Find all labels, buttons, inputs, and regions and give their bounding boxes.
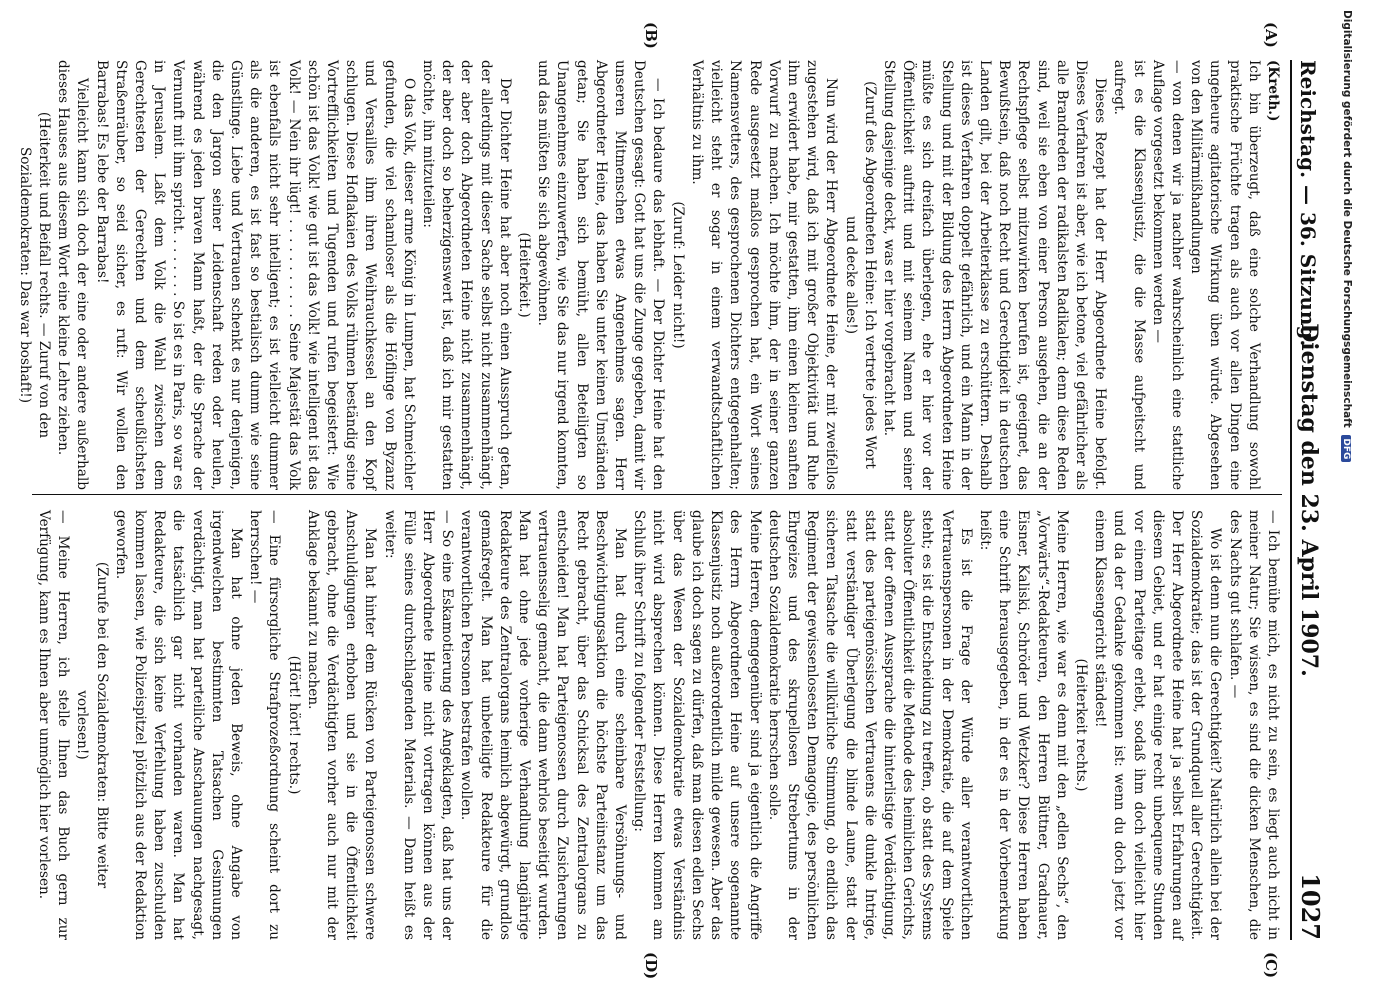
interjection: (Zurufe bei den Sozialdemokraten: Bitte weiter vorlesen!) [74,561,110,889]
paragraph: Wo ist denn nun die Gerechtigkeit? Natürlich allein bei der Sozialdemokratie; das ist der Grundquell aller Gerechtigkeit. Der Herr Abgeordnete Heine hat ja selbst Erfahrungen auf diesem Gebiet, und er hat einige recht unbequeme Stunden vor einem Parteitage erlebt, sodaß ihm doch vielleicht hier und da der Gedanke gekommen ist: wenn du doch jetzt vor einem Klassengericht ständest! [1092,510,1224,940]
paragraph: Man hat durch eine scheinbare Versöhnungs- und Beschwichtigungsaktion die höchste Parteiinstanz um das Recht gebracht, über das Schicksal des Zentralorgans zu entscheiden! Man hat Parteigenossen durch Zusicherungen vertrauensselig gemacht, die dann wehrlos beseitigt wurden. Man hat ohne jede vorherige Verhandlung langjährige Redakteure des Zentralorgans heimlich abgewürgt, grundlos gemaßregelt. Man hat unbeteiligte Redakteure für die verantwortlichen Personen bestrafen wollen. [458,510,629,940]
interjection: (Zuruf des Abgeordneten Heine: Ich vertrete jedes Wort und decke alles!) [842,81,878,469]
credit-text: Digitalisierung gefördert durch die Deutsche Forschungsgemeinschaft [1341,10,1353,428]
left-column [15,60,1282,490]
right-column [34,510,1282,940]
newspaper-page [16,0,1340,1000]
paragraph: — Ich bedaure das lebhaft. — Der Dichter Heine hat den Deutschen gesagt: Gott hat uns die Zunge gegeben, damit wir unseren Mitmenschen etwas Angenehmes sagen. Herr Abgeordneter Heine, das haben Sie unter keinen Umständen getan; Sie haben sich bemüht, allen Beteiligten so Unangenehmes einzuwerfen, wie Sie das nur irgend konnten, und das müßten Sie sich abgewöhnen. [535,60,667,490]
paragraph: Man hat ohne jeden Beweis, ohne Angabe von irgendwelchen bestimmten Tatsachen Gesinnungen verdächtigt, man hat parteiliche Anschauungen nachgesagt, die tatsächlich gar nicht vorhanden waren. Man hat Redakteure, die sich keine Verfehlung haben zuschulden kommen lassen, wie Polizeispitzel plötzlich aus der Redaktion geworfen. [112,510,245,940]
interjection: (Zuruf: Leider nicht!) [669,201,686,349]
paragraph: Dieses Rezept hat der Herr Abgeordnete Heine befolgt. Dieses Verfahren ist aber, wie ich betone, viel gefährlicher als alle Brandreden der radikalsten Radikalen; denn diese Reden sind, weil sie eben von einer Person ausgehen, die an der Rechtspflege selbst mitzuwirken berufen ist, geeignet, das Bewußtsein, daß noch Recht und Gerechtigkeit in deutschen Landen gilt, bei der Arbeiterklasse zu erschüttern. Deshalb ist dieses Verfahren doppelt gefährlich, und ein Mann in der Stellung und mit der Bildung des Herrn Abgeordneten Heine müßte es sich dreifach überlegen, ehe er hier vor der Öffentlichkeit auftritt und mit seinem Namen und seiner Stellung dasjenige deckt, was er hier vorgebracht hat. [880,60,1109,490]
margin-marker-d: (D) [642,952,660,980]
header-date: Dienstag den 23. April 1907. [1296,323,1322,677]
paragraph: — von denen wir ja nachher wahrscheinlich eine stattliche Auflage vorgesetzt bekommen werden — [1149,60,1185,490]
margin-marker-a: (A) [1262,22,1280,48]
margin-marker-b: (B) [642,22,660,49]
header-session: Reichstag. — 36. Sitzung. [1296,60,1320,347]
speaker-label: (Kreth.) [1265,60,1281,122]
paragraph: — Meine Herren, ich stelle Ihnen das Buch gern zur Verfügung, kann es Ihnen aber unmöglich hier vorlesen. [36,510,72,940]
page-number: 1027 [1296,873,1325,940]
paragraph: Meine Herren, wie war es denn mit den „edlen Sechs“, den „Vorwärts“-Redakteuren, den Herren Büttner, Gradnauer, Eisner, Kaliski, Schröder und Wetzker? Diese Herren haben eine Schrift herausgegeben, in der es in der Vorbemerkung heißt: [976,510,1070,940]
paragraph: Meine Herren, demgegenüber sind ja eigentlich die Angriffe des Herrn Abgeordneten Heine auf unsere sogenannte Klassenjustiz noch außerordentlich milde gewesen. Aber das glaube ich doch sagen zu dürfen, daß man diesen edlen Sechs über das Wesen der Sozialdemokratie etwas Verständnis nicht wird absprechen können. Diese Herren kommen am Schluß ihrer Schrift zu folgender Feststellung: [631,510,763,940]
page-header [1290,60,1325,940]
interjection: (Heiterkeit rechts.) [1072,658,1089,792]
interjection: (Hört! hört! rechts.) [285,655,302,795]
dfg-logo: DFG [1341,435,1351,462]
paragraph: Ich bin überzeugt, daß eine solche Verhandlung sowohl praktische Früchte tragen als auch vor allen Dingen eine ungeheure agitatorische Wirkung üben würde. Abgesehen von den Militärmißhandlungen [1188,60,1262,490]
paragraph: — Eine fürsorgliche Strafprozeßordnung scheint dort zu herrschen! — [247,510,283,940]
interjection: (Heiterkeit.) [516,232,533,318]
paragraph: O das Volk, dieser arme König in Lumpen, hat Schmeichler gefunden, die viel schamloser als die Höflinge von Byzanz und Versailles ihm ihren Weihrauchkessel an den Kopf schlugen. Diese Hoflakaien des Volks rühmen beständig seine Vortrefflichkeiten und Tugenden und rufen begeistert: Wie schön ist das Volk! wie gut ist das Volk! wie intelligent ist das Volk! — Nein ihr lügt! . . . . . . . . . . . Seine Majestät das Volk ist ebenfalls nicht sehr intelligent; es ist vielleicht dummer als die anderen, es ist fast so bestialisch dumm wie seine Günstlinge. Liebe und Vertrauen schenkt es nur denjenigen, die den Jargon seiner Leidenschaft reden oder heulen, während es jeden braven Mann haßt, der die Sprache der Vernunft mit ihm spricht. . . . . . . . So ist es in Paris, so war es in Jerusalem. Laßt dem Volk die Wahl zwischen dem Gerechtesten der Gerechten und dem scheußlichsten Straßenräuber, so seid sicher, es ruft: Wir wollen den Barrabas! Es lebe der Barrabas! [93,60,417,490]
paragraph: — Ich bemühe mich, es nicht zu sein, es liegt auch nicht in meiner Natur; Sie wissen, es sind die dicken Menschen, die des Nachts gut schlafen. — [1226,510,1281,940]
interjection: (Heiterkeit und Beifall rechts. — Zuruf von den Sozialdemokraten: Das war boshaft!) [16,111,52,439]
paragraph: Nun wird der Herr Abgeordnete Heine, der mit zweifellos zugestehen wird, daß ich mit großer Objektivität und Ruhe ihm erwidert habe, mir gestatten, ihm einen kleinen sanften Vorwurf zu machen. Ich möchte ihm, der in seiner ganzen Rede ausgesetzt maßlos gesprochen hat, ein Wort seines Namensvetters, des gesprochenen Dichters entgegenhalten; vielleicht steht er sogar in einem verwandtschaftlichen Verhältnis zu ihm. [688,60,840,490]
column-divider [32,494,1282,495]
paragraph: — So eine Eskamotierung des Angeklagten, daß hat uns der Herr Abgeordnete Heine nicht vortragen können aus der Fülle seines durchschlagenden Materials. — Dann heißt es weiter: [381,510,456,940]
paragraph: Es ist die Frage der Würde aller verantwortlichen Vertrauenspersonen in der Demokratie, die auf dem Spiele steht; es ist die Entscheidung zu treffen, ob statt des Systems absoluter Öffentlichkeit die Methode des heimlichen Gerichts, statt der offenen Aussprache die hinterlistige Verdächtigung, statt des parteigenössischen Vertrauens die dunkle Intrige, statt verständiger Überlegung die blinde Laune, statt der sicheren Tatsache die willkürliche Stimmung, ob endlich das Regiment der gewissenlosesten Demagogie, des persönlichen Ehrgeizes und des skrupellosen Strebertums in der deutschen Sozialdemokratie herrschen solle. [765,510,974,940]
paragraph: Man hat hinter dem Rücken von Parteigenossen schwere Anschuldigungen erhoben und sie in die Öffentlichkeit gebracht, ohne die Verdächtigten vorher auch nur mit der Anklage bekannt zu machen. [304,510,379,940]
margin-marker-c: (C) [1262,952,1280,979]
paragraph: Vielleicht kann sich doch der eine oder andere außerhalb dieses Hauses aus diesem Wort eine kleine Lehre ziehen. [55,60,91,490]
paragraph: ist es die Klassenjustiz, die die Masse aufpeitscht und aufregt. [1111,60,1147,490]
paragraph: Der Dichter Heine hat aber noch einen Ausspruch getan, der allerdings mit dieser Sache selbst nicht zusammenhängt, der aber doch Abgeordneten Heine nicht zusammenhängt, der aber doch so beherzigenswert ist, daß ich mir gestatten möchte, ihn mitzuteilen: [420,60,513,490]
digitization-credit [1329,10,1353,960]
